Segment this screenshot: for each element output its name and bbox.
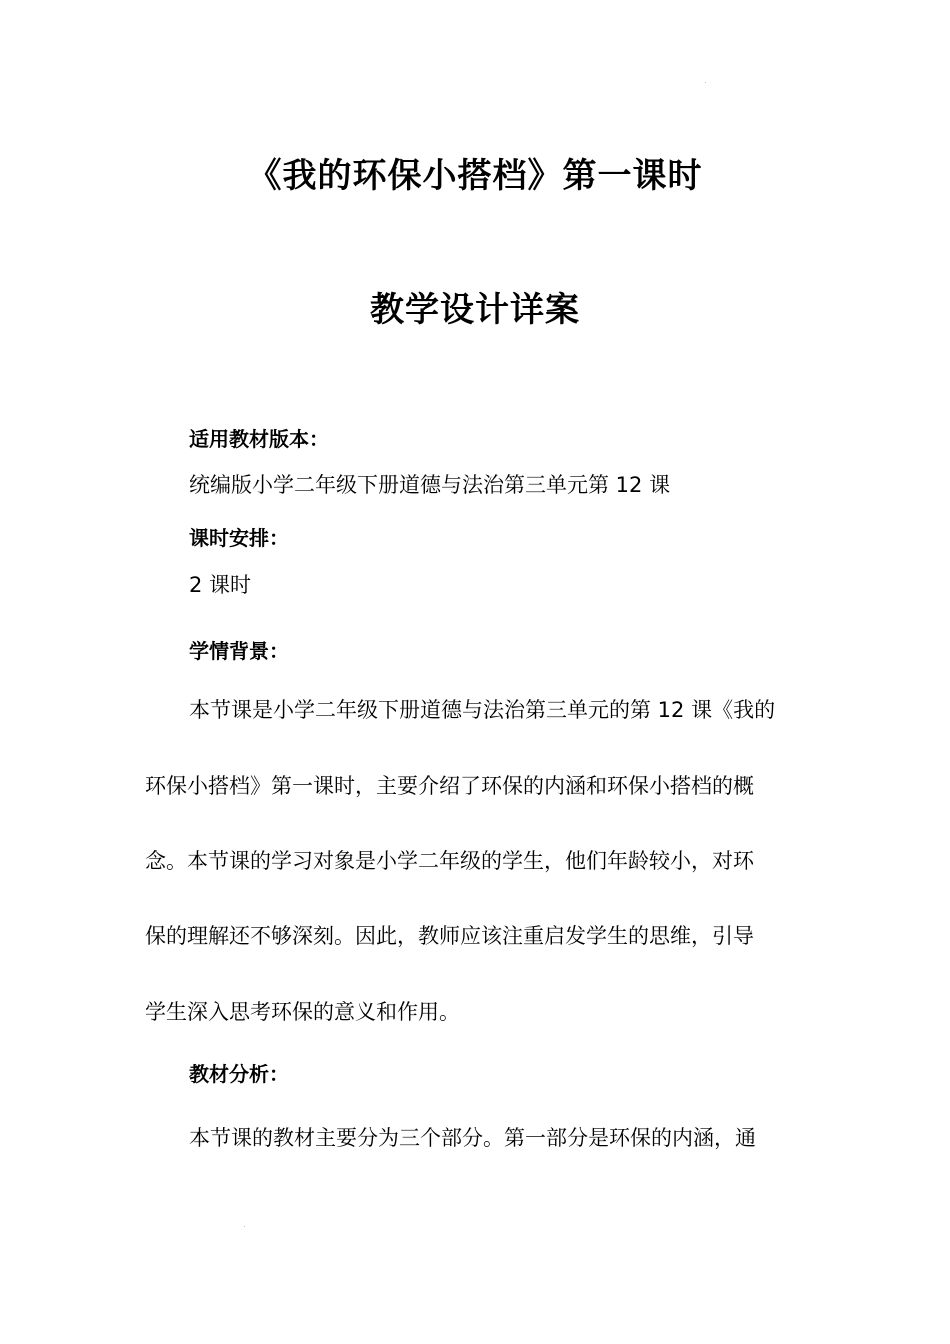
background-line-3: 念。本节课的学习对象是小学二年级的学生，他们年龄较小，对环 <box>145 849 754 873</box>
schedule-heading: 课时安排： <box>189 526 289 550</box>
schedule-line: 2 课时 <box>189 573 252 597</box>
document-title: 《我的环保小搭档》第一课时 <box>247 156 703 196</box>
background-line-2: 环保小搭档》第一课时，主要介绍了环保的内涵和环保小搭档的概 <box>145 774 754 798</box>
textbook-heading: 适用教材版本： <box>189 427 329 451</box>
background-heading: 学情背景： <box>189 639 289 663</box>
background-line-4: 保的理解还不够深刻。因此，教师应该注重启发学生的思维，引导 <box>145 924 754 948</box>
background-line-5: 学生深入思考环保的意义和作用。 <box>145 1000 460 1024</box>
page-footer-mark <box>244 1226 245 1227</box>
page-corner-mark <box>705 82 706 83</box>
document-subtitle: 教学设计详案 <box>370 290 580 330</box>
analysis-heading: 教材分析： <box>189 1062 289 1086</box>
analysis-line-1: 本节课的教材主要分为三个部分。第一部分是环保的内涵，通 <box>189 1126 756 1150</box>
textbook-line: 统编版小学二年级下册道德与法治第三单元第 12 课 <box>189 473 671 497</box>
background-line-1: 本节课是小学二年级下册道德与法治第三单元的第 12 课《我的 <box>189 698 776 722</box>
